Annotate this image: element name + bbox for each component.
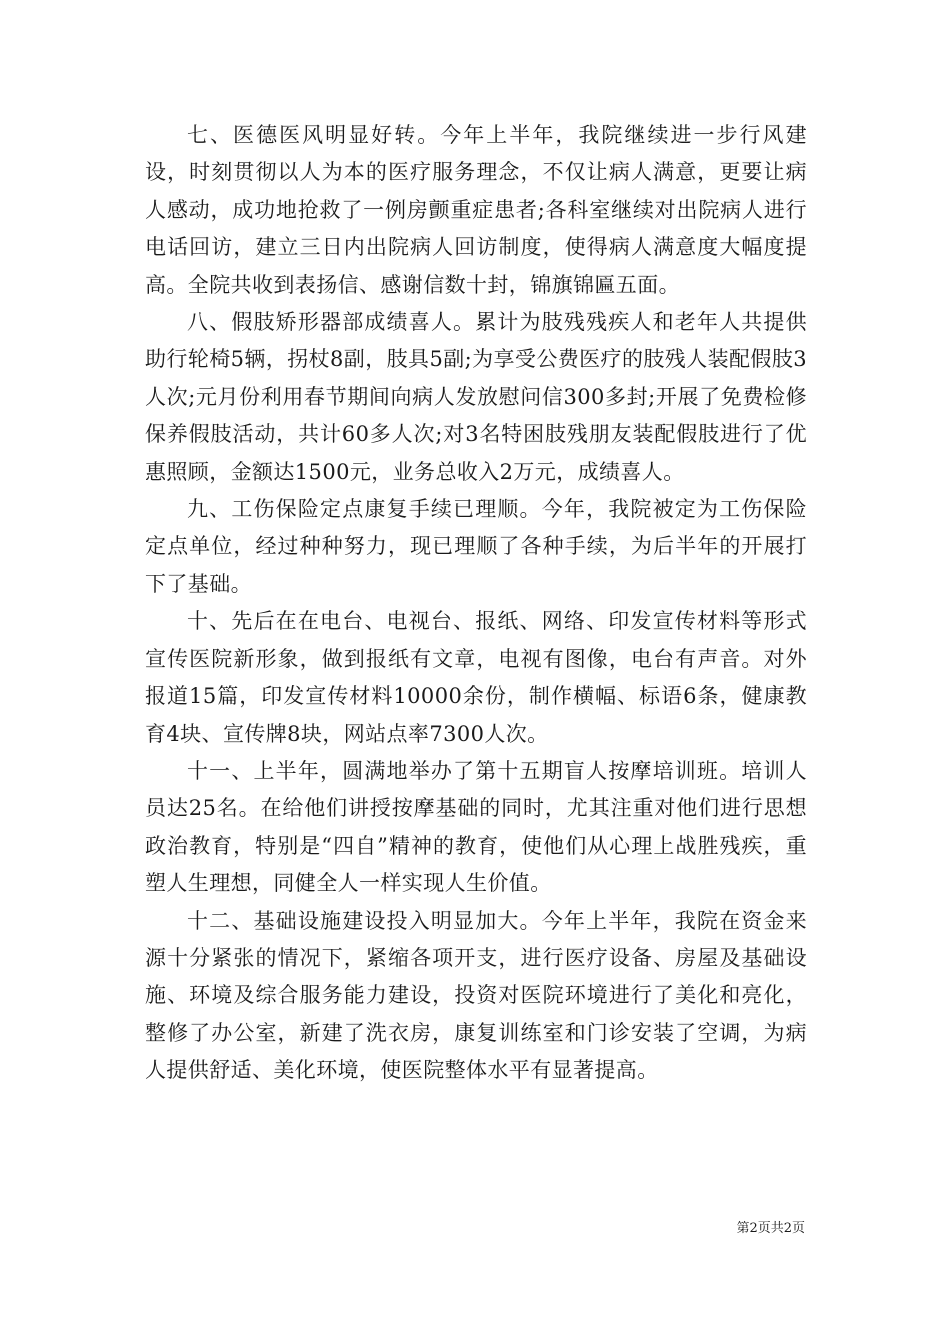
document-body	[145, 117, 807, 1090]
paragraph-10: 十、先后在在电台、电视台、报纸、网络、印发宣传材料等形式宣传医院新形象，做到报纸有文章，电视有图像，电台有声音。对外报道15篇，印发宣传材料10000余份，制作横幅、标语6条，健康教育4块、宣传牌8块，网站点率7300人次。	[145, 609, 807, 746]
page-number-footer: 第2页共2页	[736, 1221, 805, 1236]
paragraph-9: 九、工伤保险定点康复手续已理顺。今年，我院被定为工伤保险定点单位，经过种种努力，现已理顺了各种手续，为后半年的开展打下了基础。	[145, 497, 807, 596]
paragraph-11: 十一、上半年，圆满地举办了第十五期盲人按摩培训班。培训人员达25名。在给他们讲授按摩基础的同时，尤其注重对他们进行思想政治教育，特别是“四自”精神的教育，使他们从心理上战胜残疾，重塑人生理想，同健全人一样实现人生价值。	[145, 758, 807, 896]
paragraph-8: 八、假肢矫形器部成绩喜人。累计为肢残残疾人和老年人共提供助行轮椅5辆，拐杖8副，肢具5副;为享受公费医疗的肢残人装配假肢3人次;元月份利用春节期间向病人发放慰问信300多封;开展了免费检修保养假肢活动，共计60多人次;对3名特困肢残朋友装配假肢进行了优惠照顾，金额达1500元，业务总收入2万元，成绩喜人。	[145, 310, 807, 484]
paragraph-12: 十二、基础设施建设投入明显加大。今年上半年，我院在资金来源十分紧张的情况下，紧缩各项开支，进行医疗设备、房屋及基础设施、环境及综合服务能力建设，投资对医院环境进行了美化和亮化，整修了办公室，新建了洗衣房，康复训练室和门诊安装了空调，为病人提供舒适、美化环境，使医院整体水平有显著提高。	[145, 908, 807, 1083]
paragraph-7: 七、医德医风明显好转。今年上半年，我院继续进一步行风建设，时刻贯彻以人为本的医疗服务理念，不仅让病人满意，更要让病人感动，成功地抢救了一例房颤重症患者;各科室继续对出院病人进行电话回访，建立三日内出院病人回访制度，使得病人满意度大幅度提高。全院共收到表扬信、感谢信数十封，锦旗锦匾五面。	[145, 123, 807, 297]
